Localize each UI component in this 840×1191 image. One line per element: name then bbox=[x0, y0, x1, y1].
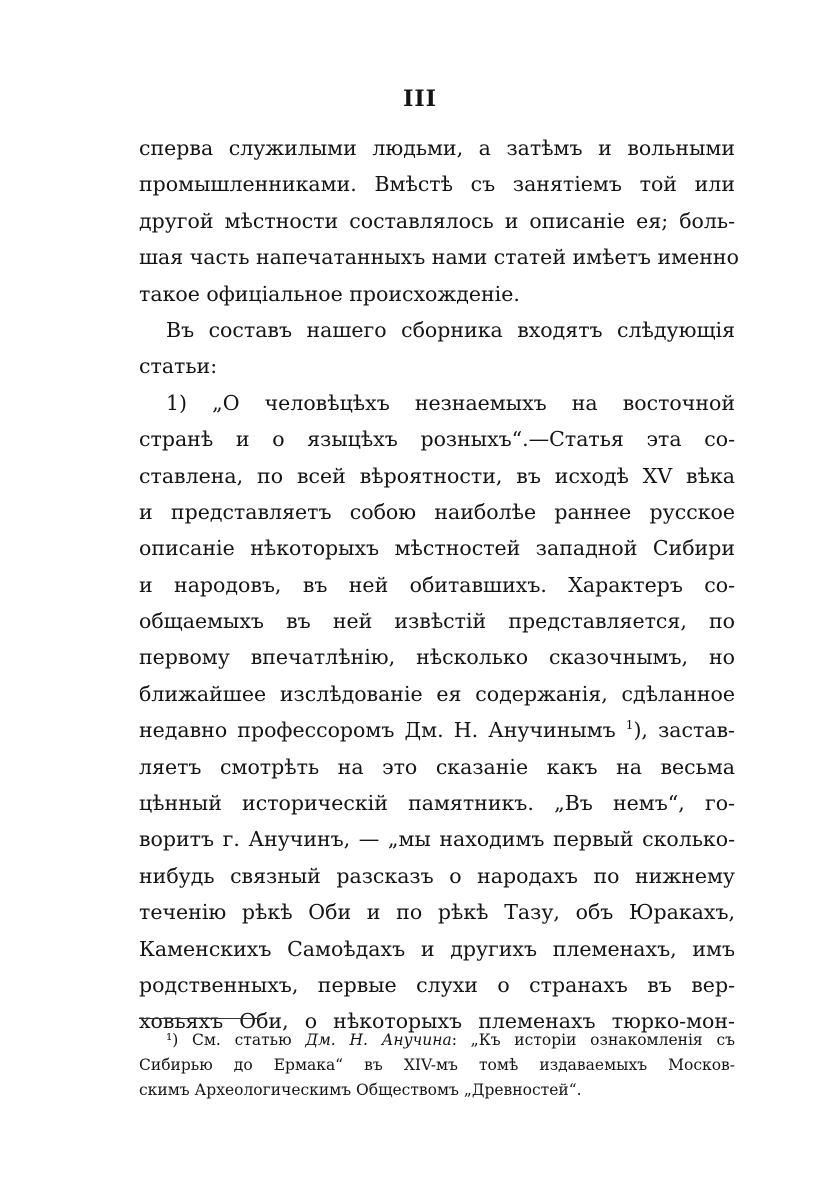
footnote-line: Сибирью до Ермака“ въ XIV-мъ томѣ издаваемыхъ Москов- bbox=[139, 1056, 735, 1074]
text-line: такое офиціальное происхожденіе. bbox=[139, 281, 520, 306]
text-line: родственныхъ, первые слухи о странахъ въ вер- bbox=[139, 972, 735, 997]
footnote-author: Дм. Н. Анучина bbox=[305, 1031, 452, 1049]
page-number: III bbox=[403, 86, 437, 112]
text-fragment: недавно профессоромъ Дм. Н. Анучинымъ bbox=[139, 718, 626, 743]
text-line: нибудь связный разсказъ о народахъ по нижнему bbox=[139, 863, 735, 888]
text-line: шая часть напечатанныхъ нами статей имѣетъ именно bbox=[139, 245, 739, 270]
text-line: первому впечатлѣнію, нѣсколько сказочнымъ, но bbox=[139, 645, 735, 670]
text-line: ближайшее изслѣдованіе ея содержанія, сдѣланное bbox=[139, 681, 735, 706]
text-line: теченію рѣкѣ Оби и по рѣкѣ Тазу, объ Юракахъ, bbox=[139, 900, 735, 925]
text-line: другой мѣстности составлялось и описаніе ея; боль- bbox=[139, 208, 735, 233]
text-line: ховьяхъ Оби, о нѣкоторыхъ племенахъ тюрко-мон- bbox=[139, 1009, 735, 1034]
text-line: статьи: bbox=[139, 354, 218, 379]
text-fragment: : „Къ исторіи ознакомленія съ bbox=[451, 1031, 735, 1049]
footnote-line: скимъ Археологическимъ Обществомъ „Древностей“. bbox=[139, 1081, 582, 1099]
footnote-reference: 1 bbox=[625, 718, 634, 733]
text-line: общаемыхъ въ ней извѣстій представляется, по bbox=[139, 609, 735, 634]
text-fragment: ), застав- bbox=[633, 718, 735, 743]
text-line: Каменскихъ Самоѣдахъ и другихъ племенахъ, имъ bbox=[139, 936, 735, 961]
text-line: описаніе нѣкоторыхъ мѣстностей западной Сибири bbox=[139, 536, 735, 561]
text-line: и представляетъ собою наиболѣе раннее русское bbox=[139, 499, 735, 524]
text-line: сперва служилыми людьми, а затѣмъ и вольными bbox=[139, 136, 735, 160]
text-line: и народовъ, въ ней обитавшихъ. Характеръ со- bbox=[139, 572, 735, 597]
text-line: странѣ и о языцѣхъ розныхъ“.—Статья эта со- bbox=[139, 427, 735, 452]
footnote bbox=[139, 1028, 735, 1103]
footnote-separator bbox=[139, 1018, 259, 1019]
text-line: воритъ г. Анучинъ, — „мы находимъ первый сколько- bbox=[139, 827, 735, 852]
text-line: Въ составъ нашего сборника входятъ слѣдующія bbox=[166, 317, 735, 342]
text-line: промышленниками. Вмѣстѣ съ занятіемъ той или bbox=[139, 172, 735, 197]
text-fragment: См. статью bbox=[178, 1031, 306, 1049]
footnote-line bbox=[139, 1028, 735, 1053]
text-line: цѣнный историческій памятникъ. „Въ немъ“, го- bbox=[139, 791, 735, 816]
text-line: ляетъ смотрѣть на это сказаніе какъ на весьма bbox=[139, 754, 735, 779]
main-text bbox=[139, 130, 739, 1040]
text-line: ставлена, по всей вѣроятности, въ исходѣ XV вѣка bbox=[139, 463, 735, 488]
text-line: 1) „О человѣцѣхъ незнаемыхъ на восточной bbox=[166, 390, 735, 415]
text-line-with-footnote-ref bbox=[139, 712, 735, 748]
footnote-mark: ¹) bbox=[166, 1031, 179, 1049]
